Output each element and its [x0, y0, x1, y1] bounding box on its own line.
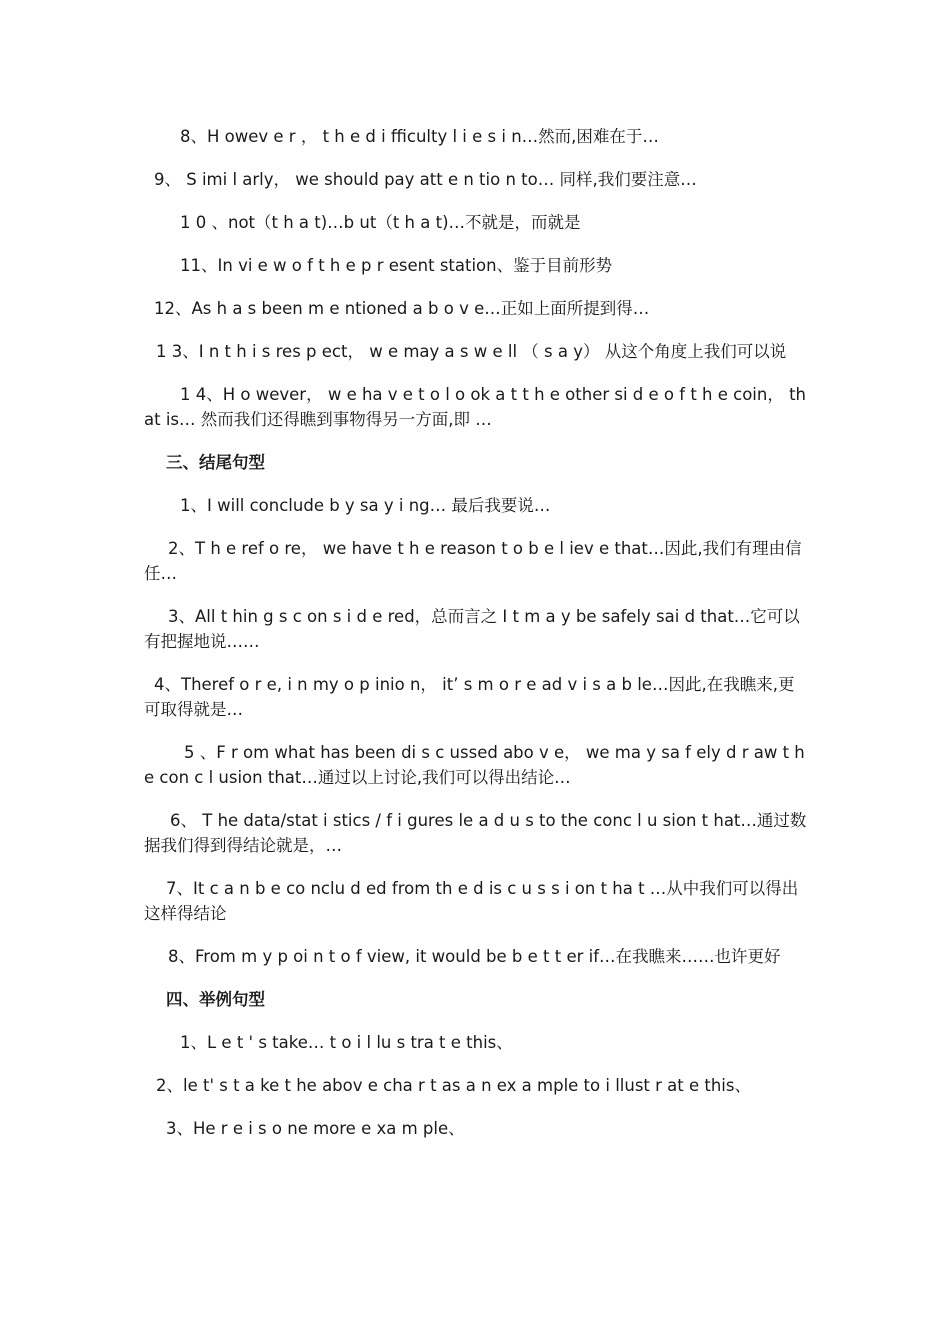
example-pattern-2: 2、le t' s t a ke t he abov e cha r t as a n ex a mple to i llust r at e this、 [156, 1076, 751, 1095]
sentence-pattern-9: 9、 S imi l arly， we should pay att e n tio n to… 同样,我们要注意… [154, 170, 697, 189]
conclusion-pattern-5: 5 、F r om what has been di s c ussed abo v e， we ma y sa f ely d r aw t h e con c l usion that…通过以上讨论,我们可以得出结论… [144, 743, 805, 787]
conclusion-pattern-6: 6、 T he data/stat i stics / f i gures le a d u s to the conc l u sion t hat…通过数据我们得到得结论就是，… [144, 811, 807, 855]
conclusion-pattern-2: 2、T h e ref o re， we have t h e reason t o b e l iev e that…因此,我们有理由信任… [144, 539, 802, 583]
sentence-pattern-8: 8、H owev e r ， t h e d i fficulty l i e s i n…然而,困难在于… [180, 127, 659, 146]
document-content [144, 124, 808, 1159]
sentence-pattern-12: 12、As h a s been m e ntioned a b o v e…正如上面所提到得… [154, 299, 650, 318]
section-heading-examples: 四、举例句型 [166, 990, 265, 1009]
example-pattern-1: 1、L e t ' s take… t o i l lu s tra t e this、 [180, 1033, 513, 1052]
conclusion-pattern-3: 3、All t hin g s c on s i d e red，总而言之 I t m a y be safely sai d that…它可以有把握地说…… [144, 607, 800, 651]
sentence-pattern-10: 1 0 、not（t h a t)…b ut（t h a t)…不就是，而就是 [180, 213, 581, 232]
conclusion-pattern-7: 7、It c a n b e co nclu d ed from th e d is c u s s i on t ha t …从中我们可以得出这样得结论 [144, 879, 799, 923]
sentence-pattern-11: 11、In vi e w o f t h e p r esent station、鉴于目前形势 [180, 256, 613, 275]
section-heading-conclusion: 三、结尾句型 [166, 453, 265, 472]
conclusion-pattern-1: 1、I will conclude b y sa y i ng… 最后我要说… [180, 496, 551, 515]
sentence-pattern-13: 1 3、I n t h i s res p ect， w e may a s w e ll （ s a y） 从这个角度上我们可以说 [156, 342, 787, 361]
example-pattern-3: 3、He r e i s o ne more e xa m ple、 [166, 1119, 465, 1138]
conclusion-pattern-8: 8、From m y p oi n t o f view, it would be b e t t er if…在我瞧来……也许更好 [168, 947, 781, 966]
conclusion-pattern-4: 4、Theref o r e, i n my o p inio n， it’ s m o r e ad v i s a b le…因此,在我瞧来,更可取得就是… [144, 675, 795, 719]
sentence-pattern-14: 1 4、H o wever， w e ha v e t o l o ok a t t h e other si d e o f t h e coin， that is… 然而我们还得瞧到事物得另一方面,即 … [144, 385, 807, 429]
